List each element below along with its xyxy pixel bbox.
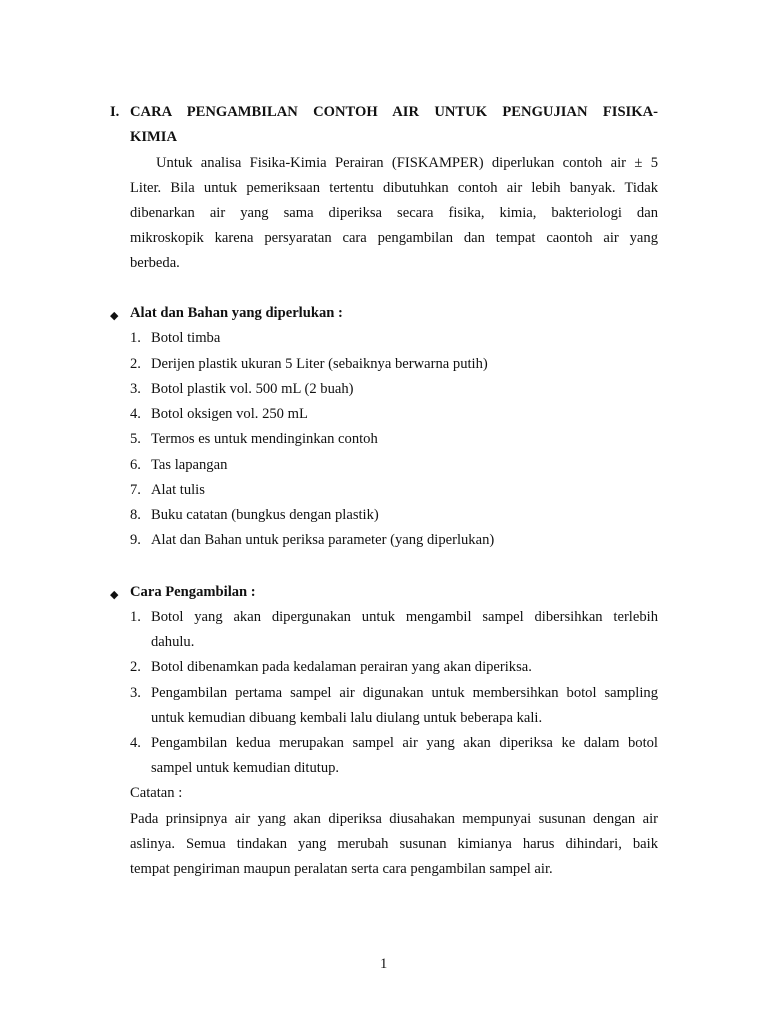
list-item: Botol dibenamkan pada kedalaman perairan yang akan diperiksa. (151, 659, 532, 675)
heading-line-2: KIMIA (130, 129, 178, 145)
note-line-3: tempat pengiriman maupun peralatan serta cara pengambilan sampel air. (130, 861, 553, 877)
list-item-number: 2. (130, 659, 141, 675)
list-item-number: 2. (130, 356, 141, 372)
intro-line-3: dibenarkan air yang sama diperiksa secara fisika, kimia, bakteriologi dan (130, 205, 658, 221)
note-label: Catatan : (130, 785, 183, 801)
list-item: Botol yang akan dipergunakan untuk mengambil sampel dibersihkan terlebih (151, 609, 658, 625)
intro-line-4: mikroskopik karena persyaratan cara pengambilan dan tempat caontoh air yang (130, 230, 658, 246)
list-item-number: 4. (130, 406, 141, 422)
intro-line-5: berbeda. (130, 255, 180, 271)
list-item-number: 6. (130, 457, 141, 473)
list-item-continued: sampel untuk kemudian ditutup. (151, 760, 340, 776)
list-item: Alat dan Bahan untuk periksa parameter (yang diperlukan) (151, 532, 495, 548)
list-item-number: 7. (130, 482, 141, 498)
list-item: Pengambilan kedua merupakan sampel air yang akan diperiksa ke dalam botol (151, 735, 658, 751)
diamond-bullet-icon: ◆ (110, 589, 119, 601)
list-item-number: 3. (130, 685, 141, 701)
list-item: Botol timba (151, 330, 221, 346)
list-item: Botol plastik vol. 500 mL (2 buah) (151, 381, 354, 397)
note-line-1: Pada prinsipnya air yang akan diperiksa diusahakan mempunyai susunan dengan air (130, 811, 658, 827)
intro-line-2: Liter. Bila untuk pemeriksaan tertentu dibutuhkan contoh air lebih banyak. Tidak (130, 180, 658, 196)
section-alat-title: Alat dan Bahan yang diperlukan : (130, 305, 343, 321)
list-item: Buku catatan (bungkus dengan plastik) (151, 507, 379, 523)
list-item: Pengambilan pertama sampel air digunakan untuk membersihkan botol sampling (151, 685, 658, 701)
list-item: Derijen plastik ukuran 5 Liter (sebaiknya berwarna putih) (151, 356, 488, 372)
list-item-number: 4. (130, 735, 141, 751)
heading-line-1: CARA PENGAMBILAN CONTOH AIR UNTUK PENGUJIAN FISIKA- (130, 104, 658, 120)
heading-number: I. (110, 104, 120, 120)
list-item: Termos es untuk mendinginkan contoh (151, 431, 378, 447)
list-item-number: 9. (130, 532, 141, 548)
list-item-continued: dahulu. (151, 634, 195, 650)
intro-line-1: Untuk analisa Fisika-Kimia Perairan (FISKAMPER) diperlukan contoh air ± 5 (156, 155, 658, 171)
list-item: Tas lapangan (151, 457, 228, 473)
list-item: Alat tulis (151, 482, 205, 498)
list-item-number: 1. (130, 330, 141, 346)
list-item-continued: untuk kemudian dibuang kembali lalu diulang untuk beberapa kali. (151, 710, 543, 726)
section-cara-title: Cara Pengambilan : (130, 584, 256, 600)
note-line-2: aslinya. Semua tindakan yang merubah susunan kimianya harus dihindari, baik (130, 836, 658, 852)
list-item-number: 8. (130, 507, 141, 523)
list-item-number: 1. (130, 609, 141, 625)
list-item-number: 3. (130, 381, 141, 397)
diamond-bullet-icon: ◆ (110, 310, 119, 322)
list-item-number: 5. (130, 431, 141, 447)
list-item: Botol oksigen vol. 250 mL (151, 406, 308, 422)
page-number: 1 (380, 956, 388, 972)
